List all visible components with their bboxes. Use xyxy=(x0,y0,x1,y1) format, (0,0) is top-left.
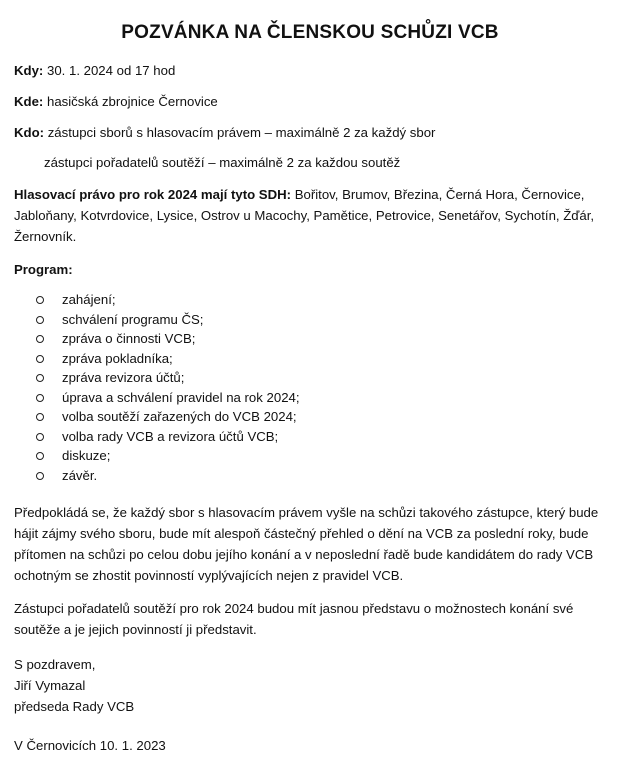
where-line xyxy=(14,93,218,111)
program-item-text: zahájení; xyxy=(62,292,116,307)
program-heading: Program: xyxy=(14,262,73,277)
program-item-text: zpráva o činnosti VCB; xyxy=(62,331,196,346)
program-item-text: závěr. xyxy=(62,467,98,483)
program-item xyxy=(36,310,300,330)
where-value: hasičská zbrojnice Černovice xyxy=(46,94,218,109)
who-value-2: zástupci pořadatelů soutěží – maximálně 2 za každou soutěž xyxy=(44,155,401,170)
program-item-text: zpráva pokladníka; xyxy=(62,350,173,366)
program-item-text: schválení programu ČS; xyxy=(62,311,204,327)
circle-bullet-icon xyxy=(36,472,44,480)
circle-bullet-icon xyxy=(36,355,44,363)
program-item-text: volba soutěží zařazených do VCB 2024; xyxy=(62,409,297,424)
who-line-2 xyxy=(44,154,400,172)
greeting: S pozdravem, xyxy=(14,657,96,672)
program-item xyxy=(36,407,300,427)
when-label: Kdy: xyxy=(14,63,44,78)
circle-bullet-icon xyxy=(36,394,44,402)
voting-line-3 xyxy=(14,228,76,246)
program-item xyxy=(36,349,300,369)
voting-list-part-3: Žernovník. xyxy=(14,229,77,244)
voting-line-1 xyxy=(14,186,584,204)
when-line xyxy=(14,62,175,80)
where-label: Kde: xyxy=(14,94,44,109)
program-item xyxy=(36,329,300,349)
voting-label: Hlasovací právo pro rok 2024 mají tyto SDH: xyxy=(14,187,292,202)
paragraph-1-line-1: Předpokládá se, že každý sbor s hlasovacím právem vyšle na schůzi takového zástupce, který bude xyxy=(14,505,599,520)
when-value: 30. 1. 2024 od 17 hod xyxy=(46,63,176,78)
signer-name: Jiří Vymazal xyxy=(14,678,86,693)
program-item xyxy=(36,446,300,466)
page-title: POZVÁNKA NA ČLENSKOU SCHŮZI VCB xyxy=(121,22,499,43)
program-item-text: zpráva revizora účtů; xyxy=(62,370,185,385)
program-item xyxy=(36,368,300,388)
circle-bullet-icon xyxy=(36,413,44,421)
paragraph-1-line-4: ochotným se zhostit povinností vyplývajících nejen z pravidel VCB. xyxy=(14,568,404,583)
circle-bullet-icon xyxy=(36,296,44,304)
program-item xyxy=(36,388,300,408)
circle-bullet-icon xyxy=(36,335,44,343)
circle-bullet-icon xyxy=(36,433,44,441)
program-item xyxy=(36,290,300,310)
who-value: zástupci sborů s hlasovacím právem – maximálně 2 za každý sbor xyxy=(47,125,436,140)
circle-bullet-icon xyxy=(36,316,44,324)
paragraph-1-line-2: hájit zájmy svého sboru, bude mít alespoň částečný přehled o dění na VCB za poslední roky, bude xyxy=(14,526,589,541)
program-item xyxy=(36,427,300,447)
who-label: Kdo: xyxy=(14,125,45,140)
who-line xyxy=(14,124,435,142)
program-item-text: diskuze; xyxy=(62,448,111,463)
program-item-text: volba rady VCB a revizora účtů VCB; xyxy=(62,428,279,444)
program-list xyxy=(36,290,300,485)
voting-list-part-2: Jabloňany, Kotvrdovice, Lysice, Ostrov u Macochy, Pamětice, Petrovice, Senetářov, Sychotín, Žďár, xyxy=(14,208,595,223)
paragraph-2-line-2: soutěže a je jejich povinností ji představit. xyxy=(14,622,257,637)
place-and-date: V Černovicích 10. 1. 2023 xyxy=(14,738,166,753)
program-item xyxy=(36,466,300,486)
paragraph-1-line-3: přítomen na schůzi po celou dobu jejího konání a v neposlední řadě bude kandidátem do rady VCB xyxy=(14,547,594,562)
program-item-text: úprava a schválení pravidel na rok 2024; xyxy=(62,389,300,405)
voting-list-part-1: Bořitov, Brumov, Březina, Černá Hora, Černovice, xyxy=(294,187,585,202)
voting-line-2 xyxy=(14,207,594,225)
paragraph-2-line-1: Zástupci pořadatelů soutěží pro rok 2024 budou mít jasnou představu o možnostech konání své xyxy=(14,601,574,616)
signer-role: předseda Rady VCB xyxy=(14,699,135,714)
circle-bullet-icon xyxy=(36,374,44,382)
circle-bullet-icon xyxy=(36,452,44,460)
